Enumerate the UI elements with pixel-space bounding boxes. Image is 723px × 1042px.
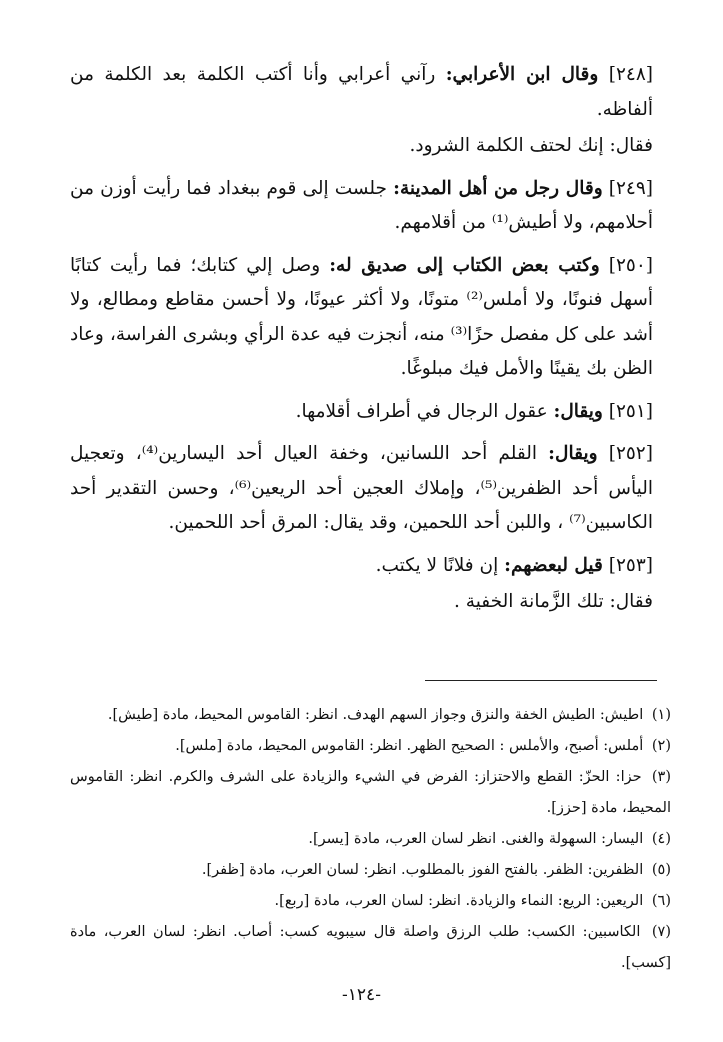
footnote-number: (٥) <box>651 862 671 878</box>
paragraph-251 <box>70 395 653 430</box>
footnote-3 <box>70 762 671 824</box>
footnote-text: اطيش: الطيش الخفة والنزق وجواز السهم الهدف. انظر: القاموس المحيط، مادة [طيش]. <box>107 707 644 723</box>
paragraph-text: عقول الرجال في أطراف أقلامها. <box>295 400 548 422</box>
paragraph-number: [٢٤٩] <box>608 177 654 199</box>
footnote-text: الريعين: الريع: النماء والزيادة. انظر: لسان العرب، مادة [ربع]. <box>274 893 644 909</box>
footnote-text: اليسار: السهولة والغنى. انظر لسان العرب، مادة [يسر]. <box>308 831 644 847</box>
paragraph-number: [٢٥٠] <box>608 254 654 276</box>
footnote-1 <box>70 700 671 731</box>
footnote-text: حزا: الحزّ: القطع والاحتزاز: الفرض في الشيء والزيادة على الشرف والكرم. انظر: القاموس المحيط، مادة [حزز]. <box>70 769 671 816</box>
footnote-number: (١) <box>651 707 671 723</box>
footnote-number: (٢) <box>651 738 671 754</box>
footnote-7 <box>70 917 671 979</box>
paragraph-lead: ويقال: <box>553 400 603 422</box>
paragraph-text: فقال: إنك لحتف الكلمة الشرود. <box>409 135 653 156</box>
footnote-4 <box>70 824 671 855</box>
paragraph-text: فقال: تلك الزَّمانة الخفية . <box>454 591 653 612</box>
footnote-text: أملس: أصبح، والأملس : الصحيح الظهر. انظر: القاموس المحيط، مادة [ملس]. <box>175 738 644 754</box>
paragraph-249 <box>70 172 653 241</box>
main-text <box>70 58 653 628</box>
page-number: -١٢٤- <box>342 985 381 1005</box>
paragraph-number: [٢٥١] <box>608 400 653 422</box>
footnote-6 <box>70 886 671 917</box>
paragraph-lead: وقال ابن الأعرابي: <box>445 64 599 85</box>
footnote-number: (٤) <box>651 831 671 847</box>
paragraph-253 <box>70 549 653 584</box>
footnote-number: (٧) <box>651 924 672 940</box>
paragraph-248-reply <box>70 129 653 164</box>
paragraph-number: [٢٥٢] <box>608 443 653 464</box>
paragraph-253-reply <box>70 585 653 620</box>
paragraph-number: [٢٤٨] <box>608 64 653 85</box>
footnote-number: (٦) <box>651 893 671 909</box>
paragraph-text: جلست إلى قوم ببغداد فما رأيت أوزن من أحلامهم، ولا أطيش⁽¹⁾ من أقلامهم. <box>70 177 653 233</box>
paragraph-lead: ويقال: <box>548 443 598 464</box>
paragraph-text: القلم أحد اللسانين، وخفة العيال أحد اليسارين⁽⁴⁾، وتعجيل اليأس أحد الظفرين⁽⁵⁾، وإملاك العجين أحد الريعين⁽⁶⁾، وحسن التقدير أحد الكاسبين⁽⁷⁾ ، واللبن أحد اللحمين، وقد يقال: المرق أحد اللحمين. <box>70 443 654 533</box>
paragraph-lead: وكتب بعض الكتاب إلى صديق له: <box>329 254 600 276</box>
paragraph-lead: وقال رجل من أهل المدينة: <box>393 177 603 199</box>
paragraph-lead: قيل لبعضهم: <box>504 554 603 576</box>
footnote-text: الظفرين: الظفر. بالفتح الفوز بالمطلوب. انظر: لسان العرب، مادة [ظفر]. <box>201 862 644 878</box>
paragraph-text: وصل إلي كتابك؛ فما رأيت كتابًا أسهل فنونًا، ولا أملس⁽²⁾ متونًا، ولا أكثر عيونًا، ولا أحسن مقاطع ومطالع، ولا أشد على كل مفصل حزًا⁽³⁾ منه، أنجزت فيه عدة الرأي وبشرى الفراسة، وعاد الظن بك يقينًا والأمل فيك مبلوغًا. <box>70 254 653 379</box>
footnote-number: (٣) <box>651 769 671 785</box>
footnotes <box>70 700 671 979</box>
footnote-2 <box>70 731 671 762</box>
paragraph-text: إن فلانًا لا يكتب. <box>375 554 499 576</box>
paragraph-text: رآني أعرابي وأنا أكتب الكلمة بعد الكلمة من ألفاظه. <box>70 64 653 120</box>
paragraph-248 <box>70 58 653 127</box>
footnote-divider <box>425 680 657 681</box>
paragraph-number: [٢٥٣] <box>608 554 653 576</box>
footnote-text: الكاسبين: الكسب: طلب الرزق واصلة قال سيبويه كسب: أصاب. انظر: لسان العرب، مادة [كسب]. <box>70 924 671 971</box>
paragraph-250 <box>70 249 653 387</box>
paragraph-252 <box>70 437 653 541</box>
footnote-5 <box>70 855 671 886</box>
